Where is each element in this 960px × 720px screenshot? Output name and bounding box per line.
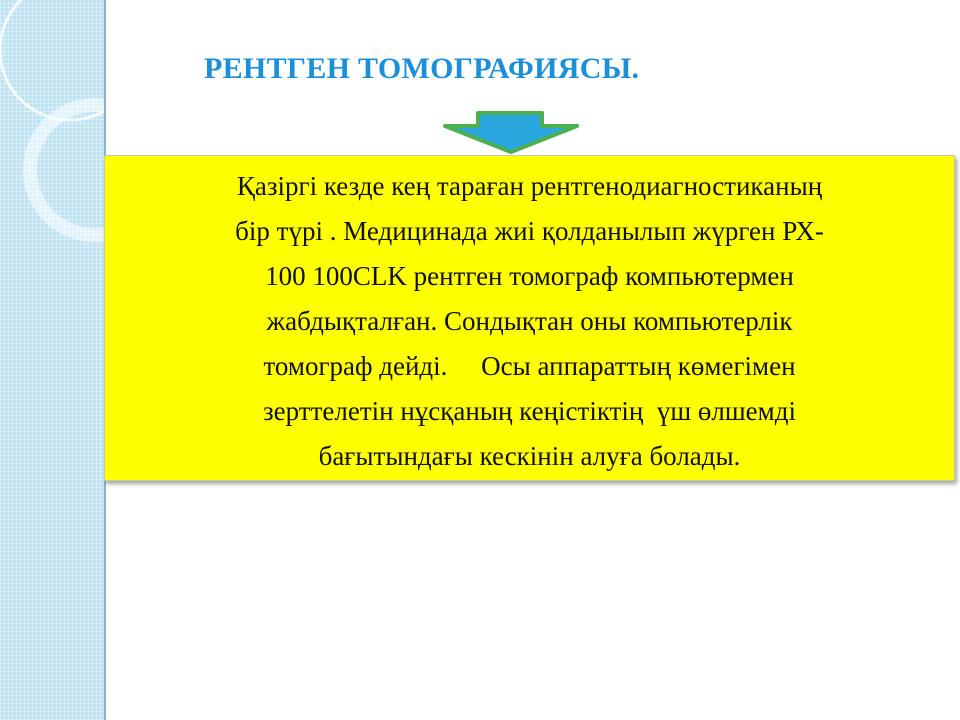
body-line: Қазіргі кезде кең тараған рентгенодиагностиканың xyxy=(236,171,823,201)
body-line: жабдықталған. Сондықтан оны компьютерлік xyxy=(266,306,793,336)
body-line: бағытындағы кескінін алуға болады. xyxy=(318,441,741,471)
body-line: бір түрі . Медицинада жиі қолданылып жүрген РХ- xyxy=(235,216,824,246)
content-box xyxy=(104,155,955,481)
down-arrow-icon xyxy=(441,108,581,156)
decorative-circles xyxy=(0,0,104,720)
body-line: томограф дейді. Осы аппараттың көмегімен xyxy=(263,351,796,381)
slide-title: РЕНТГЕН ТОМОГРАФИЯСЫ. xyxy=(204,52,640,85)
body-line: 100 100CLK рентген томограф компьютермен xyxy=(265,261,794,291)
body-line: зерттелетін нұсқаның кеңістіктің үш өлшемді xyxy=(263,396,796,426)
decorative-side-band xyxy=(0,0,104,720)
